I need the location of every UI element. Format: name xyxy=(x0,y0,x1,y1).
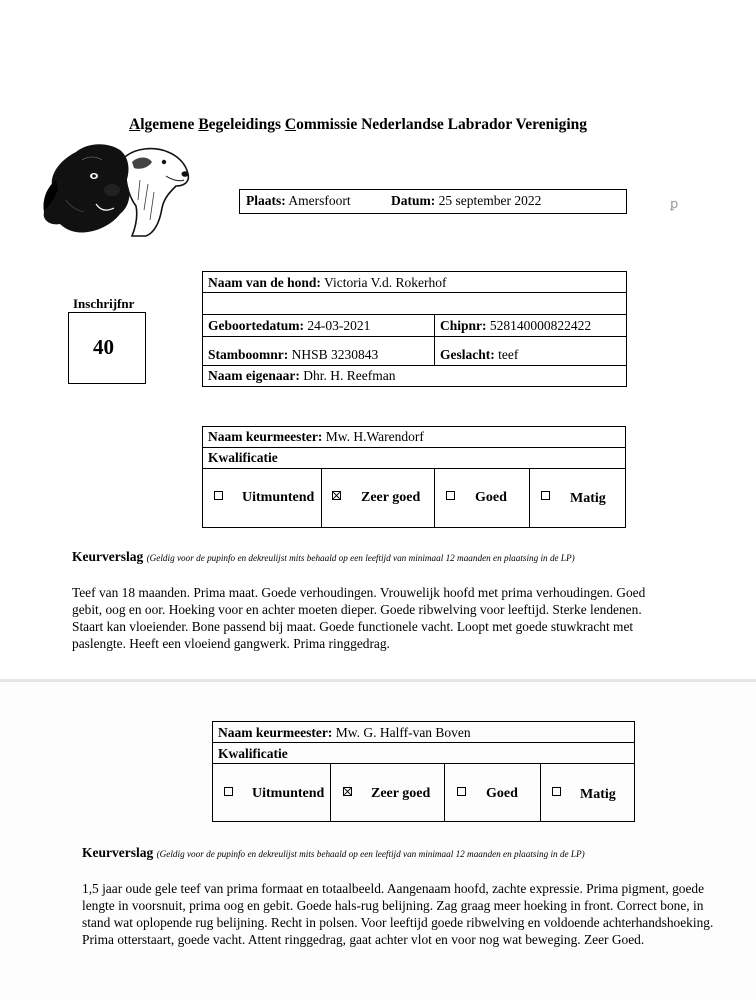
assessment-1-judge: Naam keurmeester: Mw. H.Warendorf xyxy=(208,429,424,444)
dog-owner: Naam eigenaar: Dhr. H. Reefman xyxy=(208,368,396,383)
dog-birthdate: Geboortedatum: 24-03-2021 xyxy=(208,318,371,333)
registration-label: Inschrijfnr xyxy=(73,296,135,311)
assessment-1-option-goed: Goed xyxy=(475,490,507,505)
assessment-2-rule xyxy=(540,763,541,822)
assessment-2-qualification-label: Kwalificatie xyxy=(218,746,288,761)
dog-sex: Geslacht: teef xyxy=(440,347,519,362)
assessment-2-judge: Naam keurmeester: Mw. G. Halff-van Boven xyxy=(218,725,471,740)
labrador-dogs-logo xyxy=(36,140,196,238)
assessment-1-rule xyxy=(529,468,530,528)
assessment-1-rule xyxy=(202,447,626,448)
assessment-2-rule xyxy=(444,763,445,822)
dog-name: Naam van de hond: Victoria V.d. Rokerhof xyxy=(208,275,447,290)
event-place: Plaats: Amersfoort xyxy=(246,193,351,208)
assessment-1-checkbox-uitmuntend[interactable] xyxy=(214,491,223,500)
event-date: Datum: 25 september 2022 xyxy=(391,193,542,208)
assessment-1-rule xyxy=(434,468,435,528)
assessment-1-rule xyxy=(321,468,322,528)
document-title: Algemene Begeleidings Commissie Nederlandse Labrador Vereniging xyxy=(129,116,588,133)
assessment-2-option-uitmuntend: Uitmuntend xyxy=(252,786,325,801)
assessment-1-option-zeer-goed: Zeer goed xyxy=(361,490,421,505)
assessment-1-rule xyxy=(202,468,626,469)
assessment-2-checkbox-matig[interactable] xyxy=(552,787,561,796)
assessment-1-checkbox-matig[interactable] xyxy=(541,491,550,500)
assessment-2-rule xyxy=(212,742,635,743)
assessment-2-rule xyxy=(212,763,635,764)
assessment-2-report-heading: Keurverslag (Geldig voor de pupinfo en dekreulijst mits behaald op een leeftijd van minimaal 12 maanden en plaatsing in de LP) xyxy=(82,845,585,860)
assessment-2-option-goed: Goed xyxy=(486,786,518,801)
assessment-1-qualification-label: Kwalificatie xyxy=(208,450,278,465)
scan-speck: ꝑ xyxy=(670,196,679,211)
dog-chip: Chipnr: 528140000822422 xyxy=(440,318,592,333)
dog-table-rule xyxy=(202,365,627,366)
sheet-divider xyxy=(0,679,756,682)
assessment-2-option-matig: Matig xyxy=(580,787,616,802)
assessment-2-checkbox-zeer-goed[interactable] xyxy=(343,787,352,796)
assessment-1-report-heading: Keurverslag (Geldig voor de pupinfo en dekreulijst mits behaald op een leeftijd van minimaal 12 maanden en plaatsing in de LP) xyxy=(72,549,575,564)
dog-table-rule xyxy=(202,292,627,293)
dog-table-rule xyxy=(202,314,627,315)
assessment-1-option-matig: Matig xyxy=(570,491,606,506)
assessment-2-option-zeer-goed: Zeer goed xyxy=(371,786,431,801)
dog-table-rule xyxy=(434,314,435,366)
registration-number: 40 xyxy=(93,335,114,359)
dog-pedigree: Stamboomnr: NHSB 3230843 xyxy=(208,347,379,362)
assessment-1-option-uitmuntend: Uitmuntend xyxy=(242,490,315,505)
assessment-2-checkbox-goed[interactable] xyxy=(457,787,466,796)
dog-table-rule xyxy=(202,336,627,337)
assessment-1-report-text: Teef van 18 maanden. Prima maat. Goede verhoudingen. Vrouwelijk hoofd met prima verhoudingen. Goed gebit, oog en oor. Hoeking voor en achter moeten dieper. Goede ribwelving voor leeftijd. Sterke lendenen. Staart kan vloeiender. Bone passend bij maat. Goede functionele vacht. Loopt met goede stuwkracht met paslengte. Heeft een vloeiend gangwerk. Prima ringgedrag. xyxy=(72,585,646,651)
assessment-1-checkbox-goed[interactable] xyxy=(446,491,455,500)
assessment-2-checkbox-uitmuntend[interactable] xyxy=(224,787,233,796)
assessment-2-report-text: 1,5 jaar oude gele teef van prima formaat en totaalbeeld. Aangenaam hoofd, zachte expressie. Prima pigment, goede lengte in voorsnuit, prima oog en gebit. Goede hals-rug belijning. Zag graag meer hoeking in front. Correct bone, in stand wat oplopende rug belijning. Recht in polsen. Voor leeftijd goede ribwelving en voldoende achterhandshoeking. Prima otterstaart, goede vacht. Attent ringgedrag, gaat achter vlot en voor nog wat beweging. Zeer Goed. xyxy=(82,881,714,947)
assessment-1-checkbox-zeer-goed[interactable] xyxy=(332,491,341,500)
assessment-2-rule xyxy=(330,763,331,822)
